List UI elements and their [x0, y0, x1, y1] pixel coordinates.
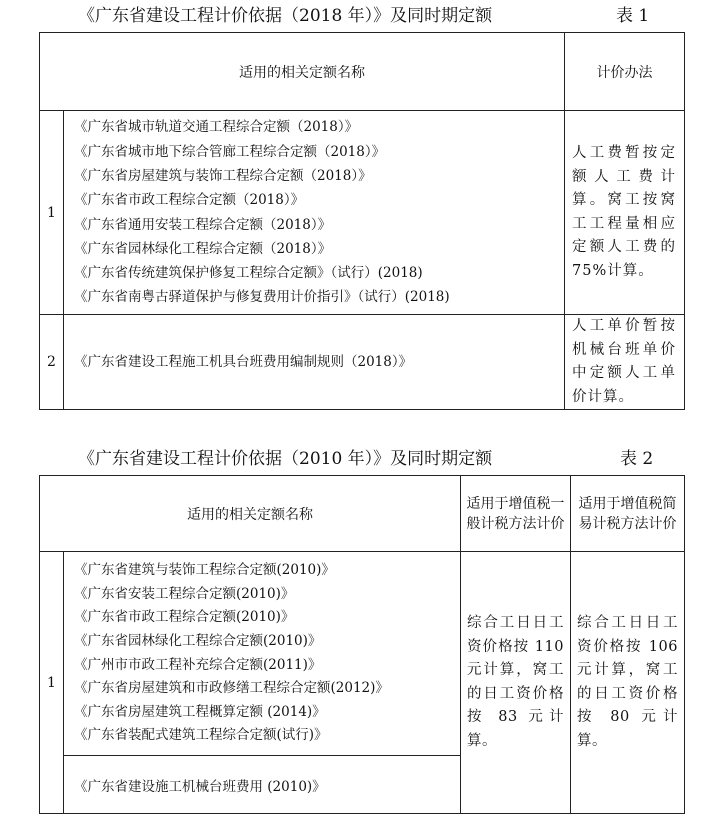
machinery-quota-name: 《广东省建设施工机械台班费用 (2010)》 — [64, 756, 461, 814]
table1-caption-line — [0, 2, 726, 30]
list-item: 《广东省通用安装工程综合定额（2018）》 — [74, 216, 332, 233]
list-item: 《广东省房屋建筑和市政修缮工程综合定额(2012)》 — [74, 680, 389, 697]
quota-name-list — [64, 552, 461, 756]
list-item: 《广东省建筑与装饰工程综合定额(2010)》 — [74, 562, 335, 579]
table2-header-name: 适用的相关定额名称 — [40, 476, 461, 552]
quota-name-list — [64, 111, 565, 315]
list-item: 《广东省房屋建筑与装饰工程综合定额（2018）》 — [74, 167, 372, 184]
list-item: 《广州市市政工程补充综合定额(2011)》 — [74, 656, 322, 673]
table-row — [40, 315, 685, 410]
row-index: 1 — [40, 552, 64, 814]
pricing-method: 人工单价暂按机械台班单价中定额人工单价计算。 — [565, 315, 685, 410]
general-tax-method: 综合工日日工资价格按 110 元计算，窝工的日工资价格按 83 元计算。 — [461, 552, 571, 814]
table1-caption: 《广东省建设工程计价依据（2018 年）》及同时期定额 — [78, 6, 493, 26]
row-index: 2 — [40, 315, 64, 410]
row-index: 1 — [40, 111, 64, 315]
simple-tax-method: 综合工日日工资价格按 106 元计算，窝工的日工资价格按 80 元计算。 — [571, 552, 685, 814]
list-item: 《广东省安装工程综合定额(2010)》 — [74, 585, 295, 602]
table-row — [40, 111, 685, 315]
quota-name-list — [64, 315, 565, 410]
table2-header-general: 适用于增值税一般计税方法计价 — [461, 476, 571, 552]
list-item: 《广东省市政工程综合定额(2010)》 — [74, 609, 295, 626]
table1-header-row — [40, 33, 685, 111]
table2-number: 表 2 — [620, 449, 654, 469]
list-item: 《广东省园林绿化工程综合定额（2018）》 — [74, 240, 332, 257]
table1-header-name: 适用的相关定额名称 — [40, 33, 565, 111]
pricing-method: 人工费暂按定额人工费计算。窝工按窝工工程量相应定额人工费的75%计算。 — [565, 111, 685, 315]
table1-header-method: 计价办法 — [565, 33, 685, 111]
list-item: 《广东省装配式建筑工程综合定额(试行)》 — [74, 727, 328, 744]
list-item: 《广东省南粤古驿道保护与修复费用计价指引》（试行）(2018) — [74, 289, 450, 306]
list-item: 《广东省房屋建筑工程概算定额 (2014)》 — [74, 703, 326, 720]
table2-header-row — [40, 476, 685, 552]
table2 — [39, 475, 685, 814]
table1 — [39, 32, 685, 410]
list-item: 《广东省传统建筑保护修复工程综合定额》（试行）(2018) — [74, 265, 423, 282]
list-item: 《广东省建设工程施工机具台班费用编制规则（2018）》 — [74, 353, 413, 370]
table2-header-simple: 适用于增值税简易计税方法计价 — [571, 476, 685, 552]
table-row — [40, 552, 685, 756]
list-item: 《广东省市政工程综合定额（2018）》 — [74, 192, 305, 209]
list-item: 《广东省城市地下综合管廊工程综合定额（2018）》 — [74, 143, 386, 160]
list-item: 《广东省城市轨道交通工程综合定额（2018）》 — [74, 119, 359, 136]
table2-caption: 《广东省建设工程计价依据（2010 年）》及同时期定额 — [78, 449, 493, 469]
table2-caption-line — [0, 445, 726, 473]
table1-number: 表 1 — [616, 6, 650, 26]
list-item: 《广东省园林绿化工程综合定额(2010)》 — [74, 632, 322, 649]
